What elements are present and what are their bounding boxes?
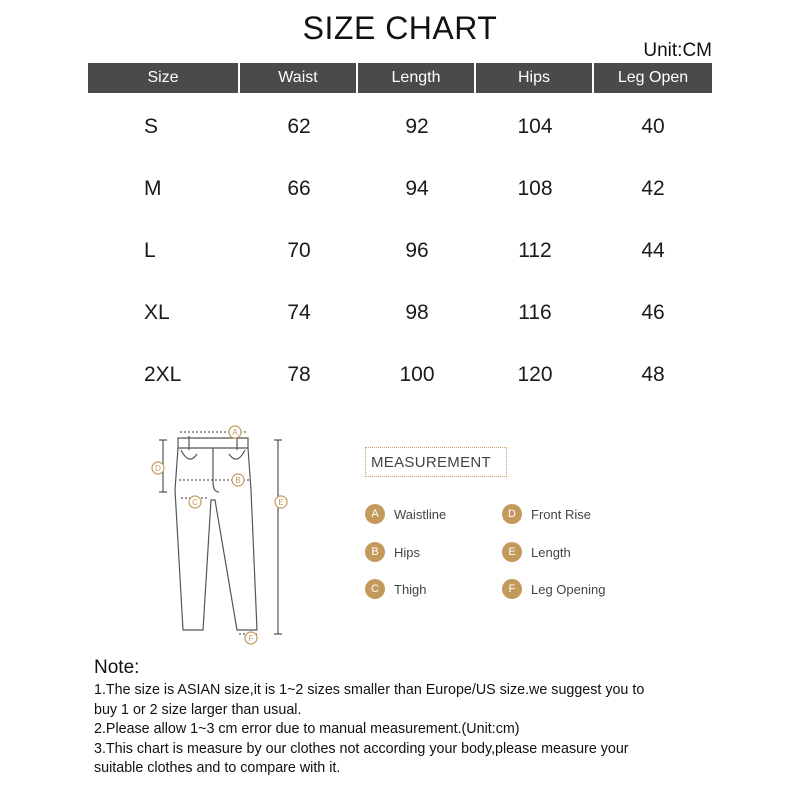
- cell-size: XL: [144, 301, 170, 324]
- cell-length: 96: [405, 239, 429, 262]
- note-line: 3.This chart is measure by our clothes not according your body,please measure your: [94, 740, 629, 757]
- header-length: Length: [358, 63, 476, 93]
- table-header: [88, 63, 712, 93]
- table-row: [88, 96, 712, 158]
- pocket-left: [181, 450, 197, 459]
- header-leg-open: Leg Open: [594, 63, 712, 93]
- header-hips: Hips: [476, 63, 594, 93]
- note-line: 1.The size is ASIAN size,it is 1~2 sizes smaller than Europe/US size.we suggest you to: [94, 682, 645, 698]
- cell-hips: 120: [517, 363, 553, 386]
- cell-waist: 70: [287, 239, 311, 262]
- size-table-body: [88, 96, 712, 406]
- legend-label: Thigh: [394, 581, 427, 597]
- cell-waist: 78: [287, 363, 311, 386]
- cell-waist: 74: [287, 301, 311, 324]
- table-row: [88, 344, 712, 406]
- cell-size: L: [144, 239, 156, 262]
- table-row: [88, 158, 712, 220]
- cell-leg-open: 46: [641, 301, 665, 324]
- svg-text:B: B: [235, 476, 241, 485]
- page-title: SIZE CHART: [302, 10, 498, 46]
- badge-e: E: [502, 542, 522, 562]
- pants-diagram: [145, 420, 305, 650]
- legend-label: Hips: [394, 544, 421, 560]
- header-size: Size: [88, 63, 240, 93]
- cell-hips: 104: [517, 115, 553, 138]
- legend-label: Front Rise: [531, 506, 591, 522]
- svg-text:D: D: [155, 464, 161, 473]
- badge-f: F: [502, 579, 522, 599]
- cell-size: 2XL: [144, 363, 182, 386]
- note-line: buy 1 or 2 size larger than usual.: [94, 701, 302, 718]
- cell-length: 92: [405, 115, 429, 138]
- cell-hips: 108: [517, 177, 553, 200]
- cell-hips: 116: [518, 301, 552, 324]
- marker-f: [245, 632, 257, 644]
- marker-d: [152, 462, 164, 474]
- cell-leg-open: 42: [641, 177, 665, 200]
- note-line: suitable clothes and to compare with it.: [94, 760, 341, 776]
- cell-waist: 66: [287, 177, 311, 200]
- svg-text:A: A: [232, 428, 238, 437]
- cell-length: 100: [399, 363, 435, 386]
- badge-b: B: [365, 542, 385, 562]
- measurement-legend: [365, 500, 665, 610]
- cell-length: 98: [405, 301, 429, 324]
- marker-b: [232, 474, 244, 486]
- table-row: [88, 282, 712, 344]
- svg-text:E: E: [278, 498, 284, 507]
- cell-size: S: [144, 115, 159, 138]
- legend-label: Leg Opening: [531, 581, 606, 597]
- measurement-heading: MEASUREMENT: [365, 447, 507, 477]
- cell-leg-open: 40: [641, 115, 665, 138]
- badge-d: D: [502, 504, 522, 524]
- table-row: [88, 220, 712, 282]
- legend-item-waistline: [365, 504, 446, 524]
- badge-c: C: [365, 579, 385, 599]
- unit-label: Unit:CM: [643, 40, 712, 61]
- legend-label: Length: [531, 544, 571, 560]
- cell-length: 94: [405, 177, 429, 200]
- marker-e: [275, 496, 287, 508]
- legend-label: Waistline: [394, 506, 447, 522]
- header-waist: Waist: [240, 63, 358, 93]
- badge-a: A: [365, 504, 385, 524]
- note-line: 2.Please allow 1~3 cm error due to manual measurement.(Unit:cm): [94, 721, 520, 737]
- notes-section: [94, 657, 734, 779]
- marker-a: [229, 426, 241, 438]
- pants-outline: [175, 448, 257, 630]
- cell-size: M: [144, 177, 162, 200]
- legend-item-front-rise: [502, 504, 591, 524]
- svg-text:F: F: [248, 634, 254, 643]
- legend-item-thigh: [365, 579, 427, 599]
- legend-item-hips: [365, 542, 420, 562]
- svg-text:C: C: [192, 498, 198, 507]
- legend-item-leg-opening: [502, 579, 605, 599]
- pocket-right: [229, 450, 245, 459]
- notes-title: Note:: [94, 657, 140, 678]
- cell-waist: 62: [287, 115, 311, 138]
- marker-c: [189, 496, 201, 508]
- legend-item-length: [502, 542, 571, 562]
- fly-line: [213, 448, 219, 492]
- cell-leg-open: 48: [641, 363, 665, 386]
- cell-hips: 112: [518, 239, 552, 262]
- cell-leg-open: 44: [641, 239, 665, 262]
